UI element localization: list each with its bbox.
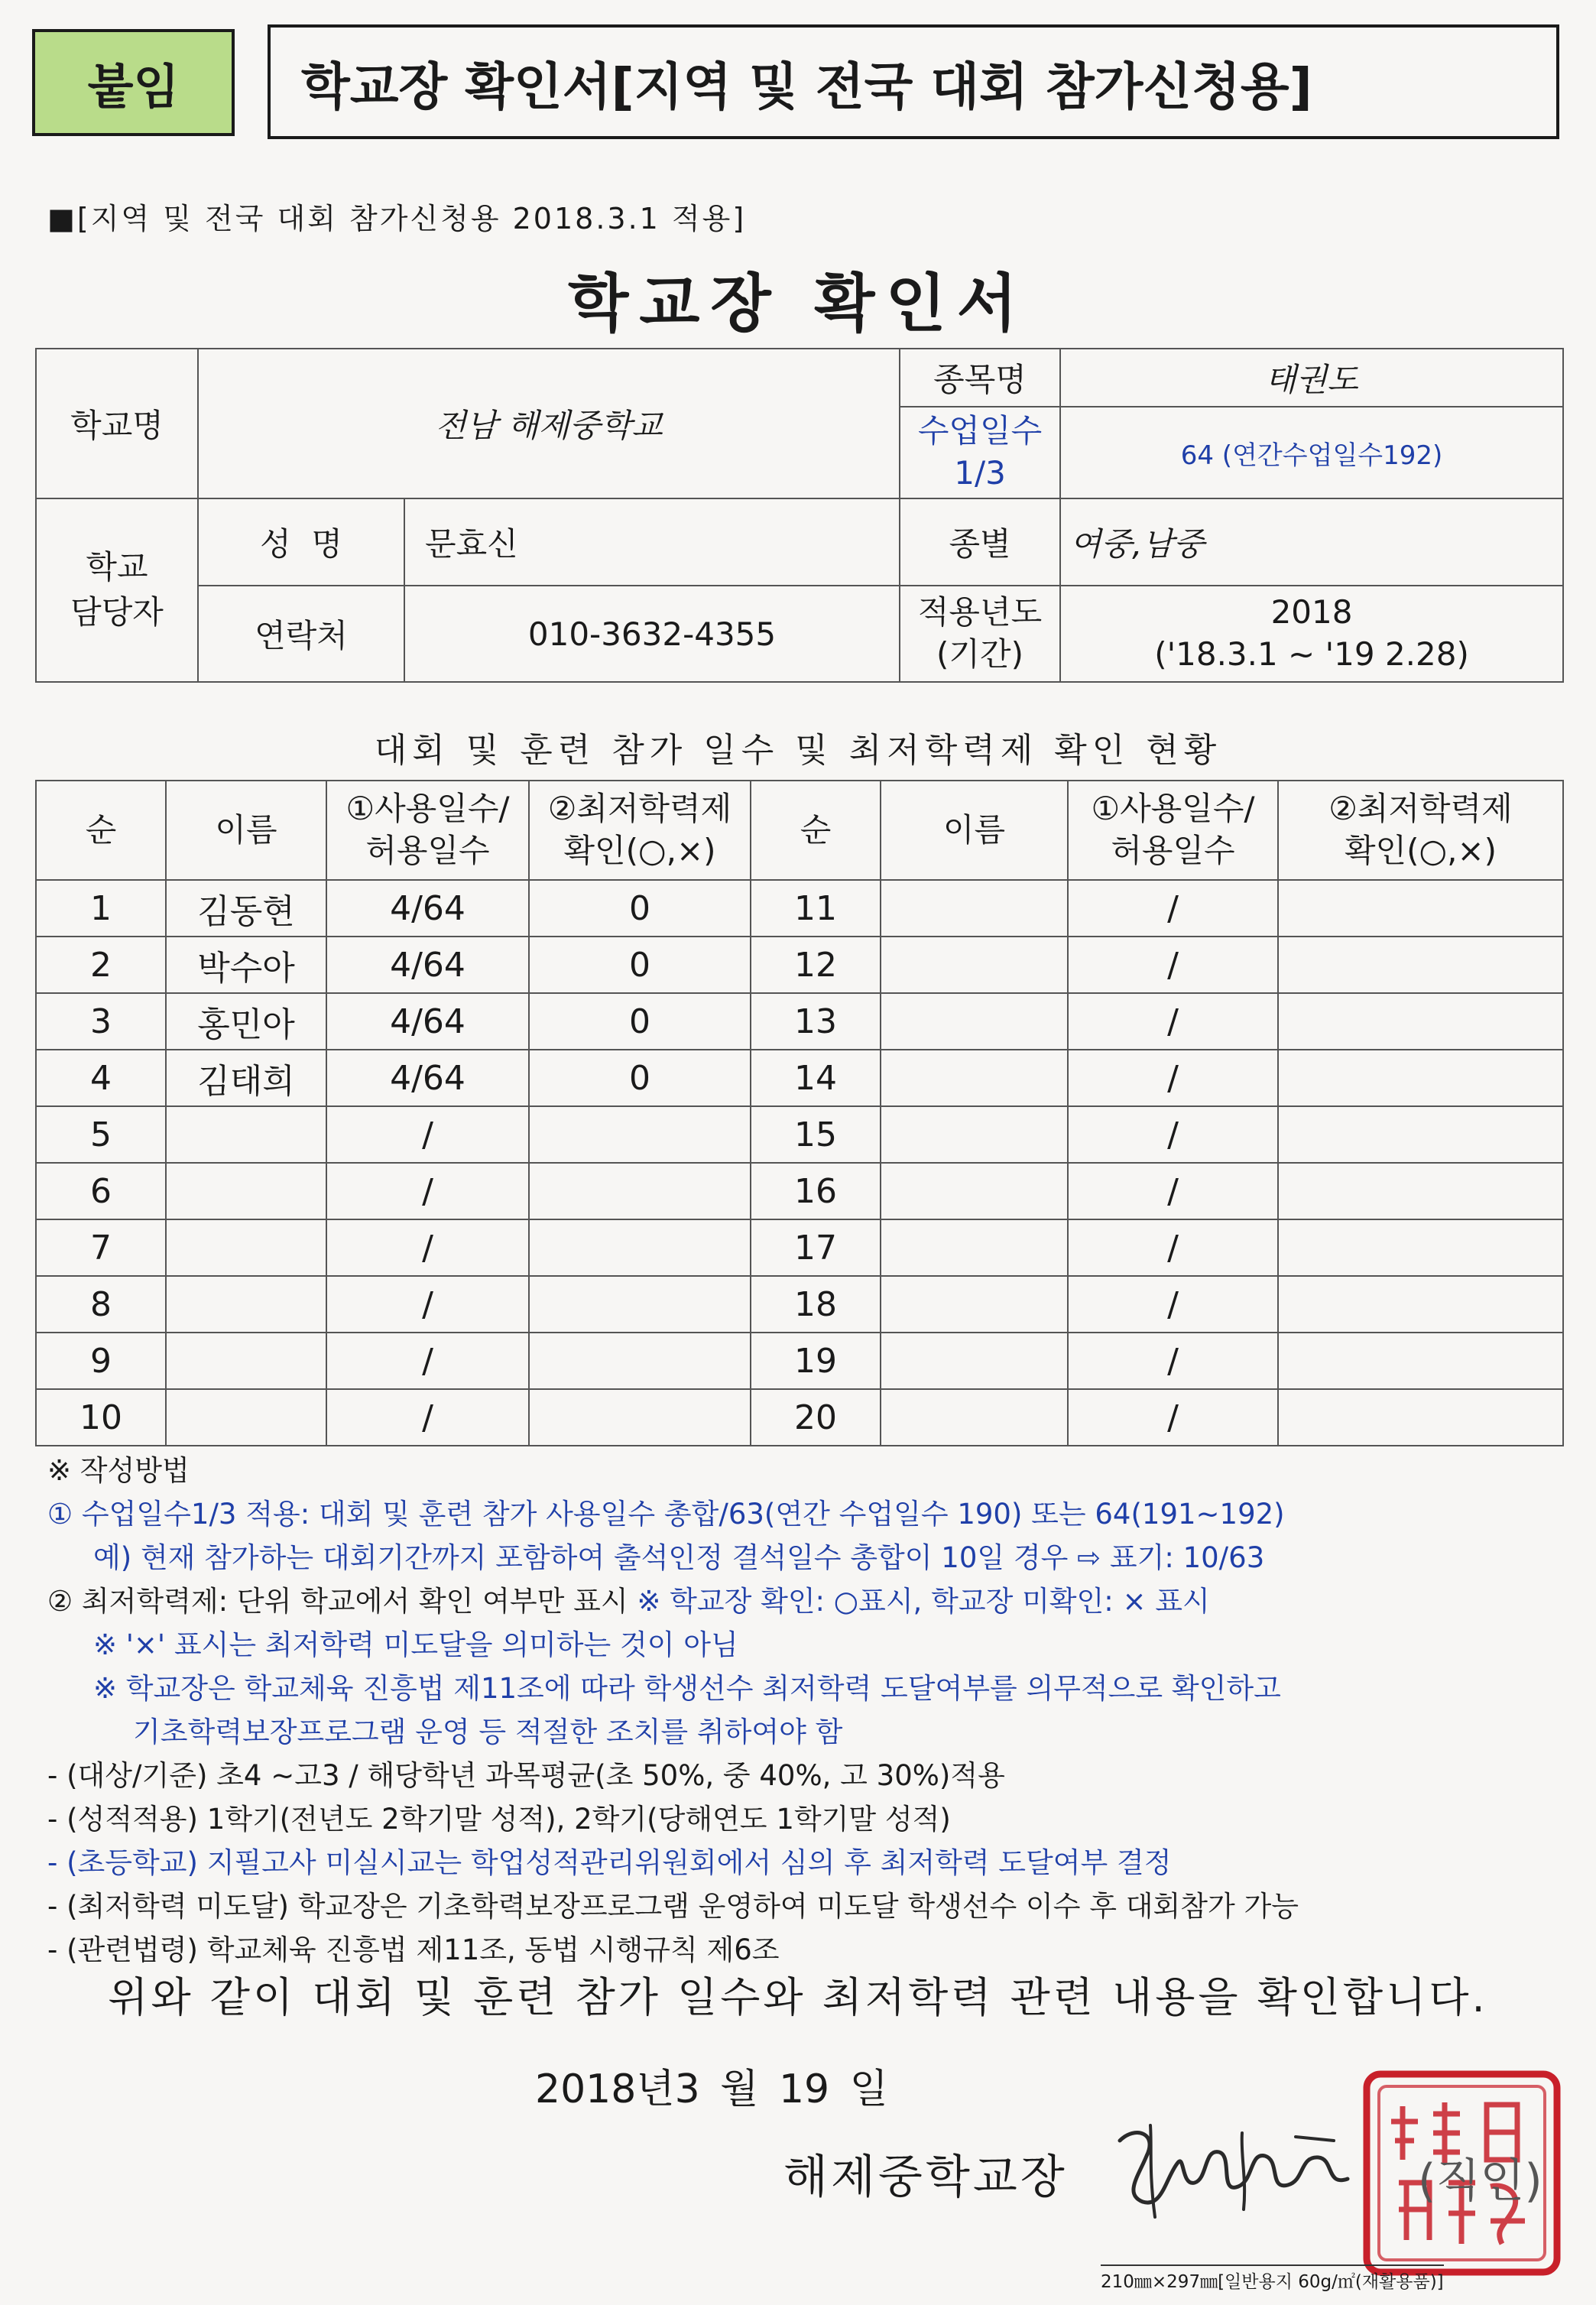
academic-check	[529, 1163, 751, 1219]
school-name-label: 학교명	[36, 349, 198, 498]
gender-label: 종별	[900, 498, 1060, 586]
days-used: /	[326, 1219, 529, 1276]
academic-check: 0	[529, 1050, 751, 1106]
days-used: /	[1068, 993, 1278, 1050]
academic-check	[1278, 1106, 1563, 1163]
academic-check	[529, 1333, 751, 1389]
issue-date: 2018년3 월 19 일	[535, 2066, 888, 2112]
col-days-header	[326, 781, 529, 880]
note-3: ※ '×' 표시는 최저학력 미도달을 의미하는 것이 아님	[93, 1628, 738, 1661]
academic-check	[529, 1219, 751, 1276]
row-number: 7	[36, 1219, 166, 1276]
year-value	[1060, 586, 1563, 682]
class-days-value: 64 (연간수업일수192)	[1060, 407, 1563, 498]
academic-check	[529, 1276, 751, 1333]
days-used: 4/64	[326, 880, 529, 937]
class-days-label-line2: 1/3	[954, 454, 1006, 492]
gender-value: 여중,남중	[1060, 498, 1563, 586]
row-number: 11	[751, 880, 881, 937]
section-title: 대회 및 훈련 참가 일수 및 최저학력제 확인 현황	[374, 731, 1222, 770]
manager-label-line1: 학교	[86, 548, 148, 586]
row-number: 10	[36, 1389, 166, 1446]
student-name	[166, 1276, 326, 1333]
table-row	[36, 1219, 1563, 1276]
student-name: 홍민아	[166, 993, 326, 1050]
detail-1: - (대상/기준) 초4 ~고3 / 해당학년 과목평균(초 50%, 중 40%, 고 30%)적용	[47, 1759, 1005, 1792]
row-number: 2	[36, 937, 166, 993]
contact-label: 연락처	[198, 586, 404, 682]
academic-check: 0	[529, 880, 751, 937]
principal-title: 해제중학교장	[783, 2151, 1068, 2204]
table-row	[36, 1106, 1563, 1163]
days-used: /	[326, 1333, 529, 1389]
note-4-line2: 기초학력보장프로그램 운영 등 적절한 조치를 취하여야 함	[133, 1716, 843, 1748]
student-name	[166, 1333, 326, 1389]
days-used: 4/64	[326, 993, 529, 1050]
days-used: 4/64	[326, 1050, 529, 1106]
student-name	[881, 937, 1068, 993]
row-number: 20	[751, 1389, 881, 1446]
row-number: 6	[36, 1163, 166, 1219]
student-name	[881, 1163, 1068, 1219]
table-row	[36, 880, 1563, 937]
student-name	[881, 1106, 1068, 1163]
roster-header-row	[36, 781, 1563, 880]
manager-name-value: 문효신	[404, 498, 900, 586]
table-row	[36, 1333, 1563, 1389]
student-name: 박수아	[166, 937, 326, 993]
academic-check	[1278, 1389, 1563, 1446]
class-days-label-line1: 수업일수	[917, 412, 1043, 450]
days-used: /	[1068, 937, 1278, 993]
days-used: /	[1068, 1389, 1278, 1446]
table-row	[36, 937, 1563, 993]
applicability-note: ■[지역 및 전국 대회 참가신청용 2018.3.1 적용]	[47, 202, 747, 235]
row-number: 14	[751, 1050, 881, 1106]
student-name	[881, 993, 1068, 1050]
col-check-header-2	[1278, 781, 1563, 880]
days-used: /	[1068, 1333, 1278, 1389]
year-label	[900, 586, 1060, 682]
manager-label	[36, 498, 198, 682]
confirmation-statement: 위와 같이 대회 및 훈련 참가 일수와 최저학력 관련 내용을 확인합니다.	[108, 1973, 1488, 2021]
academic-check	[1278, 937, 1563, 993]
student-name: 김태희	[166, 1050, 326, 1106]
row-number: 13	[751, 993, 881, 1050]
days-used: /	[1068, 1276, 1278, 1333]
note-1-line2: 예) 현재 참가하는 대회기간까지 포함하여 출석인정 결석일수 총합이 10일 경우 ⇨ 표기: 10/63	[93, 1541, 1265, 1574]
student-name	[881, 1333, 1068, 1389]
contact-value: 010-3632-4355	[404, 586, 900, 682]
roster-table	[35, 780, 1564, 1446]
academic-check	[1278, 880, 1563, 937]
detail-3: - (초등학교) 지필고사 미실시교는 학업성적관리위원회에서 심의 후 최저학력 도달여부 결정	[47, 1846, 1172, 1879]
attachment-tag: 붙임	[32, 29, 235, 136]
academic-check	[529, 1389, 751, 1446]
note-2-text: ② 최저학력제: 단위 학교에서 확인 여부만 표시	[47, 1585, 628, 1618]
note-2-blue: ※ 학교장 확인: ○표시, 학교장 미확인: × 표시	[637, 1585, 1210, 1618]
col-check-header-2-line2: 확인(○,×)	[1344, 832, 1497, 869]
row-number: 3	[36, 993, 166, 1050]
academic-check	[1278, 1219, 1563, 1276]
academic-check: 0	[529, 993, 751, 1050]
note-2	[47, 1579, 1568, 1623]
col-name-header: 이름	[166, 781, 326, 880]
manager-name-label: 성 명	[198, 498, 404, 586]
col-days-header-2-line2: 허용일수	[1111, 832, 1235, 869]
col-no-header-2: 순	[751, 781, 881, 880]
col-days-header-line2: 허용일수	[365, 832, 490, 869]
row-number: 15	[751, 1106, 881, 1163]
year-value-line2: ('18.3.1 ~ '19 2.28)	[1154, 635, 1469, 673]
col-check-header-line2: 확인(○,×)	[563, 832, 716, 869]
days-used: /	[326, 1276, 529, 1333]
academic-check	[1278, 993, 1563, 1050]
col-check-header-2-line1: ②최저학력제	[1328, 790, 1513, 828]
days-used: /	[326, 1163, 529, 1219]
academic-check: 0	[529, 937, 751, 993]
detail-5: - (관련법령) 학교체육 진흥법 제11조, 동법 시행규칙 제6조	[47, 1933, 780, 1966]
note-4-line1: ※ 학교장은 학교체육 진흥법 제11조에 따라 학생선수 최저학력 도달여부를 의무적으로 확인하고	[93, 1672, 1281, 1705]
student-name	[881, 880, 1068, 937]
row-number: 4	[36, 1050, 166, 1106]
table-row	[36, 993, 1563, 1050]
row-number: 19	[751, 1333, 881, 1389]
student-name	[166, 1389, 326, 1446]
col-no-header: 순	[36, 781, 166, 880]
col-name-header-2: 이름	[881, 781, 1068, 880]
class-days-label	[900, 407, 1060, 498]
sport-value: 태권도	[1060, 349, 1563, 407]
table-row	[36, 1389, 1563, 1446]
days-used: /	[326, 1106, 529, 1163]
school-name-value: 전남 해제중학교	[198, 349, 900, 498]
row-number: 18	[751, 1276, 881, 1333]
year-label-line1: 적용년도	[917, 593, 1043, 631]
days-used: /	[1068, 1163, 1278, 1219]
instructions	[47, 1449, 1568, 1972]
row-number: 17	[751, 1219, 881, 1276]
col-days-header-2	[1068, 781, 1278, 880]
academic-check	[529, 1106, 751, 1163]
student-name	[166, 1106, 326, 1163]
manager-label-line2: 담당자	[70, 593, 164, 631]
col-check-header	[529, 781, 751, 880]
row-number: 9	[36, 1333, 166, 1389]
table-row	[36, 1276, 1563, 1333]
student-name: 김동현	[166, 880, 326, 937]
student-name	[881, 1276, 1068, 1333]
academic-check	[1278, 1276, 1563, 1333]
student-name	[881, 1050, 1068, 1106]
academic-check	[1278, 1333, 1563, 1389]
student-name	[166, 1163, 326, 1219]
days-used: 4/64	[326, 937, 529, 993]
school-info-table	[35, 348, 1564, 683]
student-name	[881, 1219, 1068, 1276]
academic-check	[1278, 1050, 1563, 1106]
academic-check	[1278, 1163, 1563, 1219]
student-name	[881, 1389, 1068, 1446]
days-used: /	[1068, 1050, 1278, 1106]
detail-4: - (최저학력 미도달) 학교장은 기초학력보장프로그램 운영하여 미도달 학생선수 이수 후 대회참가 가능	[47, 1890, 1299, 1923]
table-row	[36, 1050, 1563, 1106]
year-value-line1: 2018	[1270, 593, 1353, 631]
row-number: 16	[751, 1163, 881, 1219]
row-number: 5	[36, 1106, 166, 1163]
note-1-line1: ① 수업일수1/3 적용: 대회 및 훈련 참가 사용일수 총합/63(연간 수업일수 190) 또는 64(191~192)	[47, 1498, 1285, 1531]
instructions-heading: ※ 작성방법	[47, 1454, 190, 1487]
row-number: 12	[751, 937, 881, 993]
days-used: /	[326, 1389, 529, 1446]
year-label-line2: (기간)	[936, 635, 1023, 673]
row-number: 8	[36, 1276, 166, 1333]
principal-signature	[1105, 2110, 1364, 2225]
detail-2: - (성적적용) 1학기(전년도 2학기말 성적), 2학기(당해연도 1학기말 성적)	[47, 1803, 951, 1836]
col-days-header-line1: ①사용일수/	[345, 790, 510, 828]
sport-label: 종목명	[900, 349, 1060, 407]
table-row	[36, 1163, 1563, 1219]
days-used: /	[1068, 880, 1278, 937]
days-used: /	[1068, 1219, 1278, 1276]
document-header-title: 학교장 확인서[지역 및 전국 대회 참가신청용]	[268, 24, 1559, 139]
col-check-header-line1: ②최저학력제	[547, 790, 732, 828]
paper-spec: 210㎜×297㎜[일반용지 60g/㎡(재활용품)]	[1101, 2264, 1444, 2293]
col-days-header-2-line1: ①사용일수/	[1091, 790, 1255, 828]
row-number: 1	[36, 880, 166, 937]
seal-label: (직인)	[1418, 2154, 1542, 2208]
page-title: 학교장 확인서	[568, 268, 1028, 340]
days-used: /	[1068, 1106, 1278, 1163]
student-name	[166, 1219, 326, 1276]
